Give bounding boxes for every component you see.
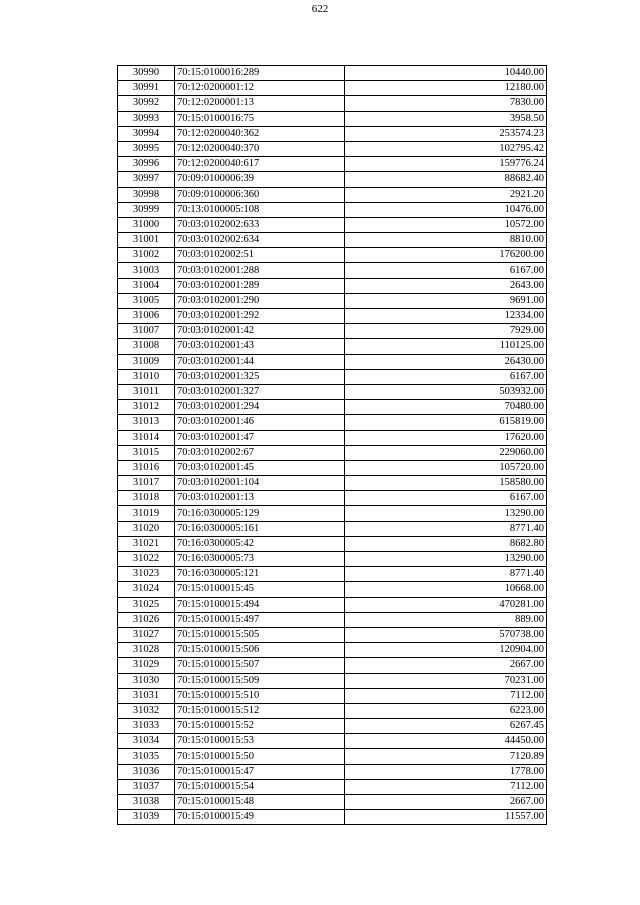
value-cell: 7830.00 bbox=[345, 96, 547, 111]
row-number-cell: 31038 bbox=[118, 795, 175, 810]
cadastral-number-cell: 70:09:0100006:360 bbox=[175, 187, 345, 202]
row-number-cell: 30998 bbox=[118, 187, 175, 202]
row-number-cell: 31033 bbox=[118, 719, 175, 734]
table-row bbox=[118, 339, 547, 354]
table-row bbox=[118, 673, 547, 688]
row-number-cell: 31030 bbox=[118, 673, 175, 688]
value-cell: 13290.00 bbox=[345, 506, 547, 521]
table-row bbox=[118, 384, 547, 399]
value-cell: 12180.00 bbox=[345, 81, 547, 96]
cadastral-number-cell: 70:15:0100015:47 bbox=[175, 764, 345, 779]
value-cell: 13290.00 bbox=[345, 552, 547, 567]
value-cell: 3958.50 bbox=[345, 111, 547, 126]
value-cell: 11557.00 bbox=[345, 810, 547, 825]
cadastral-number-cell: 70:15:0100015:505 bbox=[175, 627, 345, 642]
row-number-cell: 31015 bbox=[118, 445, 175, 460]
cadastral-number-cell: 70:15:0100015:45 bbox=[175, 582, 345, 597]
row-number-cell: 30999 bbox=[118, 202, 175, 217]
cadastral-number-cell: 70:15:0100015:49 bbox=[175, 810, 345, 825]
row-number-cell: 30993 bbox=[118, 111, 175, 126]
row-number-cell: 31017 bbox=[118, 476, 175, 491]
value-cell: 7929.00 bbox=[345, 324, 547, 339]
table-row bbox=[118, 248, 547, 263]
row-number-cell: 31019 bbox=[118, 506, 175, 521]
row-number-cell: 31020 bbox=[118, 521, 175, 536]
table-row bbox=[118, 779, 547, 794]
row-number-cell: 31026 bbox=[118, 612, 175, 627]
value-cell: 2667.00 bbox=[345, 795, 547, 810]
row-number-cell: 31003 bbox=[118, 263, 175, 278]
value-cell: 12334.00 bbox=[345, 309, 547, 324]
value-cell: 229060.00 bbox=[345, 445, 547, 460]
table-row bbox=[118, 278, 547, 293]
value-cell: 8771.40 bbox=[345, 521, 547, 536]
table-row bbox=[118, 536, 547, 551]
row-number-cell: 31009 bbox=[118, 354, 175, 369]
value-cell: 2921.20 bbox=[345, 187, 547, 202]
row-number-cell: 31037 bbox=[118, 779, 175, 794]
table-row bbox=[118, 233, 547, 248]
value-cell: 10668.00 bbox=[345, 582, 547, 597]
row-number-cell: 31008 bbox=[118, 339, 175, 354]
cadastral-number-cell: 70:03:0102002:633 bbox=[175, 217, 345, 232]
value-cell: 253574.23 bbox=[345, 126, 547, 141]
value-cell: 44450.00 bbox=[345, 734, 547, 749]
cadastral-number-cell: 70:15:0100015:507 bbox=[175, 658, 345, 673]
row-number-cell: 30996 bbox=[118, 157, 175, 172]
table-row bbox=[118, 688, 547, 703]
cadastral-value-table bbox=[117, 65, 547, 825]
table-row bbox=[118, 263, 547, 278]
cadastral-number-cell: 70:15:0100015:53 bbox=[175, 734, 345, 749]
row-number-cell: 31023 bbox=[118, 567, 175, 582]
value-cell: 10572.00 bbox=[345, 217, 547, 232]
cadastral-number-cell: 70:15:0100016:75 bbox=[175, 111, 345, 126]
value-cell: 615819.00 bbox=[345, 415, 547, 430]
table-row bbox=[118, 202, 547, 217]
value-cell: 6223.00 bbox=[345, 703, 547, 718]
cadastral-number-cell: 70:12:0200040:617 bbox=[175, 157, 345, 172]
cadastral-number-cell: 70:15:0100015:509 bbox=[175, 673, 345, 688]
cadastral-number-cell: 70:15:0100015:506 bbox=[175, 643, 345, 658]
cadastral-number-cell: 70:03:0102002:67 bbox=[175, 445, 345, 460]
table-row bbox=[118, 187, 547, 202]
value-cell: 7112.00 bbox=[345, 779, 547, 794]
value-cell: 1778.00 bbox=[345, 764, 547, 779]
table-row bbox=[118, 369, 547, 384]
value-cell: 470281.00 bbox=[345, 597, 547, 612]
cadastral-number-cell: 70:16:0300005:73 bbox=[175, 552, 345, 567]
cadastral-number-cell: 70:16:0300005:121 bbox=[175, 567, 345, 582]
value-cell: 2667.00 bbox=[345, 658, 547, 673]
table-row bbox=[118, 719, 547, 734]
table-row bbox=[118, 521, 547, 536]
table-row bbox=[118, 552, 547, 567]
value-cell: 159776.24 bbox=[345, 157, 547, 172]
table-row bbox=[118, 567, 547, 582]
table-row bbox=[118, 293, 547, 308]
table-row bbox=[118, 126, 547, 141]
row-number-cell: 31001 bbox=[118, 233, 175, 248]
row-number-cell: 31035 bbox=[118, 749, 175, 764]
cadastral-number-cell: 70:15:0100015:50 bbox=[175, 749, 345, 764]
table-row bbox=[118, 612, 547, 627]
row-number-cell: 31005 bbox=[118, 293, 175, 308]
value-cell: 570738.00 bbox=[345, 627, 547, 642]
row-number-cell: 31039 bbox=[118, 810, 175, 825]
value-cell: 6167.00 bbox=[345, 263, 547, 278]
value-cell: 6267.45 bbox=[345, 719, 547, 734]
table-row bbox=[118, 627, 547, 642]
cadastral-number-cell: 70:15:0100016:289 bbox=[175, 66, 345, 81]
table-row bbox=[118, 506, 547, 521]
cadastral-number-cell: 70:03:0102001:289 bbox=[175, 278, 345, 293]
value-cell: 2643.00 bbox=[345, 278, 547, 293]
table-row bbox=[118, 643, 547, 658]
row-number-cell: 31006 bbox=[118, 309, 175, 324]
cadastral-number-cell: 70:03:0102001:327 bbox=[175, 384, 345, 399]
table-row bbox=[118, 141, 547, 156]
row-number-cell: 30994 bbox=[118, 126, 175, 141]
table-row bbox=[118, 658, 547, 673]
cadastral-number-cell: 70:03:0102001:325 bbox=[175, 369, 345, 384]
cadastral-number-cell: 70:15:0100015:512 bbox=[175, 703, 345, 718]
table-row bbox=[118, 430, 547, 445]
row-number-cell: 31012 bbox=[118, 400, 175, 415]
value-cell: 176200.00 bbox=[345, 248, 547, 263]
table-row bbox=[118, 597, 547, 612]
cadastral-number-cell: 70:03:0102001:43 bbox=[175, 339, 345, 354]
cadastral-number-cell: 70:15:0100015:52 bbox=[175, 719, 345, 734]
cadastral-number-cell: 70:03:0102001:13 bbox=[175, 491, 345, 506]
value-cell: 88682.40 bbox=[345, 172, 547, 187]
row-number-cell: 31027 bbox=[118, 627, 175, 642]
row-number-cell: 31025 bbox=[118, 597, 175, 612]
table-row bbox=[118, 309, 547, 324]
table-row bbox=[118, 460, 547, 475]
cadastral-number-cell: 70:03:0102001:104 bbox=[175, 476, 345, 491]
value-cell: 10476.00 bbox=[345, 202, 547, 217]
cadastral-number-cell: 70:12:0200001:12 bbox=[175, 81, 345, 96]
row-number-cell: 31022 bbox=[118, 552, 175, 567]
row-number-cell: 30992 bbox=[118, 96, 175, 111]
cadastral-number-cell: 70:12:0200001:13 bbox=[175, 96, 345, 111]
table-row bbox=[118, 81, 547, 96]
table-body bbox=[118, 66, 547, 825]
cadastral-number-cell: 70:03:0102001:45 bbox=[175, 460, 345, 475]
row-number-cell: 31034 bbox=[118, 734, 175, 749]
cadastral-number-cell: 70:15:0100015:48 bbox=[175, 795, 345, 810]
value-cell: 503932.00 bbox=[345, 384, 547, 399]
cadastral-number-cell: 70:16:0300005:42 bbox=[175, 536, 345, 551]
cadastral-number-cell: 70:03:0102001:46 bbox=[175, 415, 345, 430]
table-row bbox=[118, 172, 547, 187]
row-number-cell: 31013 bbox=[118, 415, 175, 430]
table-row bbox=[118, 445, 547, 460]
value-cell: 8771.40 bbox=[345, 567, 547, 582]
value-cell: 120904.00 bbox=[345, 643, 547, 658]
cadastral-number-cell: 70:16:0300005:129 bbox=[175, 506, 345, 521]
value-cell: 8810.00 bbox=[345, 233, 547, 248]
table-row bbox=[118, 703, 547, 718]
value-cell: 8682.80 bbox=[345, 536, 547, 551]
row-number-cell: 31014 bbox=[118, 430, 175, 445]
row-number-cell: 31002 bbox=[118, 248, 175, 263]
cadastral-number-cell: 70:03:0102001:47 bbox=[175, 430, 345, 445]
cadastral-number-cell: 70:15:0100015:497 bbox=[175, 612, 345, 627]
cadastral-number-cell: 70:13:0100005:108 bbox=[175, 202, 345, 217]
row-number-cell: 31016 bbox=[118, 460, 175, 475]
value-cell: 10440.00 bbox=[345, 66, 547, 81]
row-number-cell: 30995 bbox=[118, 141, 175, 156]
table-row bbox=[118, 66, 547, 81]
cadastral-number-cell: 70:03:0102002:634 bbox=[175, 233, 345, 248]
table-row bbox=[118, 354, 547, 369]
value-cell: 105720.00 bbox=[345, 460, 547, 475]
table-row bbox=[118, 734, 547, 749]
cadastral-number-cell: 70:15:0100015:510 bbox=[175, 688, 345, 703]
cadastral-number-cell: 70:03:0102002:51 bbox=[175, 248, 345, 263]
row-number-cell: 30990 bbox=[118, 66, 175, 81]
table-row bbox=[118, 476, 547, 491]
value-cell: 158580.00 bbox=[345, 476, 547, 491]
value-cell: 889.00 bbox=[345, 612, 547, 627]
row-number-cell: 31004 bbox=[118, 278, 175, 293]
row-number-cell: 30997 bbox=[118, 172, 175, 187]
value-cell: 6167.00 bbox=[345, 369, 547, 384]
cadastral-number-cell: 70:03:0102001:294 bbox=[175, 400, 345, 415]
value-cell: 26430.00 bbox=[345, 354, 547, 369]
table-row bbox=[118, 810, 547, 825]
value-cell: 102795.42 bbox=[345, 141, 547, 156]
row-number-cell: 31036 bbox=[118, 764, 175, 779]
row-number-cell: 31029 bbox=[118, 658, 175, 673]
row-number-cell: 31032 bbox=[118, 703, 175, 718]
cadastral-number-cell: 70:15:0100015:494 bbox=[175, 597, 345, 612]
table-row bbox=[118, 217, 547, 232]
value-cell: 6167.00 bbox=[345, 491, 547, 506]
row-number-cell: 31011 bbox=[118, 384, 175, 399]
row-number-cell: 31010 bbox=[118, 369, 175, 384]
row-number-cell: 31031 bbox=[118, 688, 175, 703]
cadastral-number-cell: 70:03:0102001:44 bbox=[175, 354, 345, 369]
cadastral-number-cell: 70:03:0102001:290 bbox=[175, 293, 345, 308]
table-row bbox=[118, 795, 547, 810]
table-row bbox=[118, 111, 547, 126]
cadastral-number-cell: 70:03:0102001:288 bbox=[175, 263, 345, 278]
row-number-cell: 31021 bbox=[118, 536, 175, 551]
table-row bbox=[118, 96, 547, 111]
row-number-cell: 31007 bbox=[118, 324, 175, 339]
table-row bbox=[118, 324, 547, 339]
cadastral-number-cell: 70:16:0300005:161 bbox=[175, 521, 345, 536]
row-number-cell: 30991 bbox=[118, 81, 175, 96]
value-cell: 17620.00 bbox=[345, 430, 547, 445]
table-row bbox=[118, 400, 547, 415]
table-row bbox=[118, 749, 547, 764]
cadastral-number-cell: 70:09:0100006:39 bbox=[175, 172, 345, 187]
value-cell: 7120.89 bbox=[345, 749, 547, 764]
cadastral-number-cell: 70:12:0200040:362 bbox=[175, 126, 345, 141]
value-cell: 110125.00 bbox=[345, 339, 547, 354]
table-row bbox=[118, 764, 547, 779]
cadastral-number-cell: 70:12:0200040:370 bbox=[175, 141, 345, 156]
row-number-cell: 31018 bbox=[118, 491, 175, 506]
value-cell: 7112.00 bbox=[345, 688, 547, 703]
value-cell: 70231.00 bbox=[345, 673, 547, 688]
row-number-cell: 31000 bbox=[118, 217, 175, 232]
table-row bbox=[118, 415, 547, 430]
page-number: 622 bbox=[311, 3, 329, 15]
value-cell: 70480.00 bbox=[345, 400, 547, 415]
table-row bbox=[118, 491, 547, 506]
value-cell: 9691.00 bbox=[345, 293, 547, 308]
cadastral-number-cell: 70:03:0102001:42 bbox=[175, 324, 345, 339]
cadastral-number-cell: 70:15:0100015:54 bbox=[175, 779, 345, 794]
row-number-cell: 31024 bbox=[118, 582, 175, 597]
row-number-cell: 31028 bbox=[118, 643, 175, 658]
table-row bbox=[118, 582, 547, 597]
cadastral-number-cell: 70:03:0102001:292 bbox=[175, 309, 345, 324]
table-row bbox=[118, 157, 547, 172]
